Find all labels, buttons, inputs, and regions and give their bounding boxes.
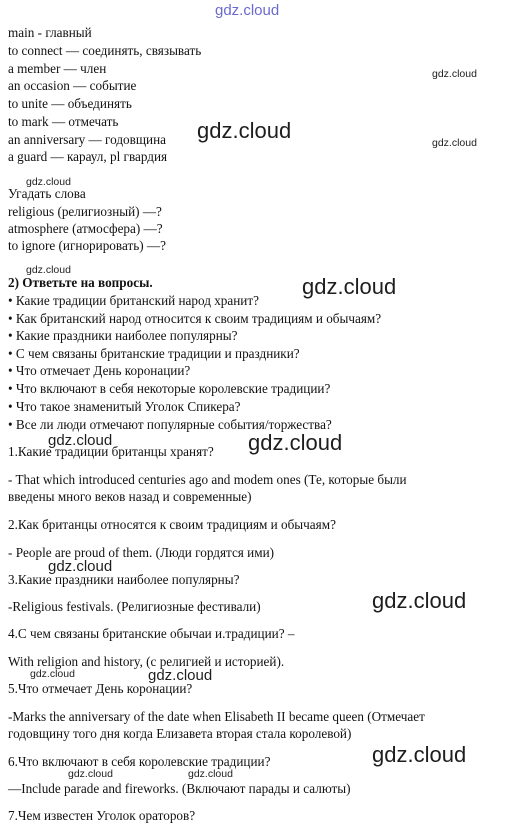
watermark: gdz.cloud xyxy=(432,137,477,149)
question-item: • Что такое знаменитый Уголок Спикера? xyxy=(8,399,241,414)
answer-text: -Marks the anniversary of the date when Elisabeth II became queen (Отмечает xyxy=(8,709,425,724)
watermark: gdz.cloud xyxy=(188,768,233,780)
vocab-item: a member — член xyxy=(8,61,107,76)
answer-text: - People are proud of them. (Люди гордятся ими) xyxy=(8,545,275,560)
watermark: gdz.cloud xyxy=(248,430,343,455)
answer-text: годовщину того дня когда Елизавета вторая стала королевой) xyxy=(8,726,352,741)
watermark: gdz.cloud xyxy=(372,742,467,767)
question-item: • Что отмечает День коронации? xyxy=(8,363,191,378)
answer-question: 1.Какие традиции британцы хранят? xyxy=(8,444,214,459)
watermark: gdz.cloud xyxy=(432,68,477,80)
watermark: gdz.cloud xyxy=(48,432,113,449)
vocab-item: main - главный xyxy=(8,25,92,40)
answer-question: 2.Как британцы относятся к своим традициям и обычаям? xyxy=(8,517,336,532)
question-item: • Какие праздники наиболее популярны? xyxy=(8,328,238,343)
watermark: gdz.cloud xyxy=(26,176,71,188)
guess-item: religious (религиозный) —? xyxy=(8,204,162,219)
question-item: • Все ли люди отмечают популярные события/торжества? xyxy=(8,417,332,432)
answer-text: With religion and history, (с религией и историей). xyxy=(8,654,285,669)
vocab-item: a guard — караул, pl гвардия xyxy=(8,149,168,164)
vocab-item: an occasion — событие xyxy=(8,78,137,93)
answer-question: 3.Какие праздники наиболее популярны? xyxy=(8,572,240,587)
guess-item: to ignore (игнорировать) —? xyxy=(8,238,166,253)
vocab-item: to unite — объединять xyxy=(8,96,132,111)
vocab-item: to connect — соединять, связывать xyxy=(8,43,202,58)
watermark: gdz.cloud xyxy=(148,667,213,684)
question-item: • С чем связаны британские традиции и праздники? xyxy=(8,346,300,361)
watermark-top: gdz.cloud xyxy=(215,2,280,19)
answer-question: 6.Что включают в себя королевские традиции? xyxy=(8,754,271,769)
watermark: gdz.cloud xyxy=(30,668,75,680)
watermark: gdz.cloud xyxy=(197,118,292,143)
guess-item: atmosphere (атмосфера) —? xyxy=(8,221,163,236)
guess-title: Угадать слова xyxy=(8,186,86,201)
question-item: • Какие традиции британский народ хранит? xyxy=(8,293,259,308)
watermark: gdz.cloud xyxy=(302,274,397,299)
answer-question: 5.Что отмечает День коронации? xyxy=(8,681,193,696)
question-item: • Что включают в себя некоторые королевские традиции? xyxy=(8,381,331,396)
watermark: gdz.cloud xyxy=(48,558,113,575)
answer-text: -Religious festivals. (Религиозные фестивали) xyxy=(8,599,261,614)
questions-title: 2) Ответьте на вопросы. xyxy=(8,275,153,290)
watermark: gdz.cloud xyxy=(372,588,467,613)
answer-question: 7.Чем известен Уголок ораторов? xyxy=(8,808,196,823)
answer-text: —Include parade and fireworks. (Включают парады и салюты) xyxy=(8,781,351,796)
question-item: • Как британский народ относится к своим традициям и обычаям? xyxy=(8,311,382,326)
answer-question: 4.С чем связаны британские обычаи и.традиции? – xyxy=(8,626,295,641)
watermark: gdz.cloud xyxy=(68,768,113,780)
vocab-item: to mark — отмечать xyxy=(8,114,119,129)
watermark: gdz.cloud xyxy=(26,264,71,276)
answer-text: введены много веков назад и современные) xyxy=(8,489,252,504)
answer-text: - That which introduced centuries ago and modem ones (Те, которые были xyxy=(8,472,407,487)
vocab-item: an anniversary — годовщина xyxy=(8,132,166,147)
